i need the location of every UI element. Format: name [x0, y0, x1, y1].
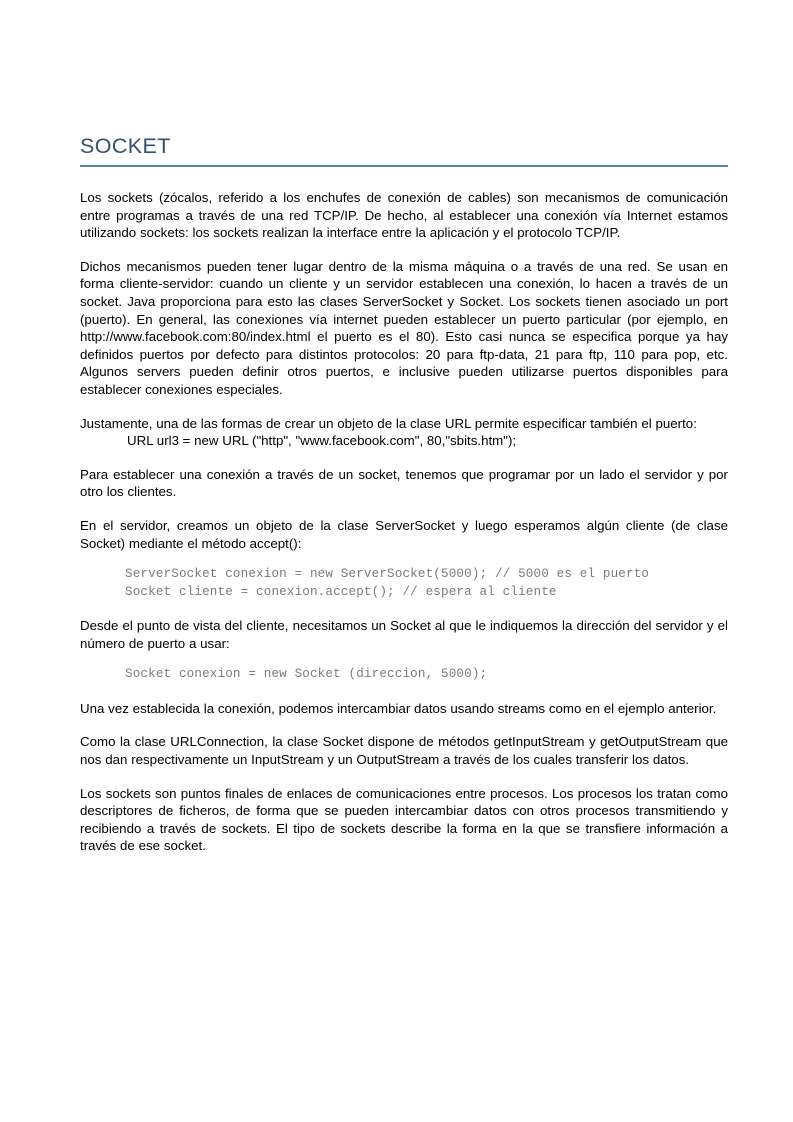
document-content — [80, 134, 728, 871]
code-line-serversocket-create: ServerSocket conexion = new ServerSocket(5000); // 5000 es el puerto — [125, 567, 650, 582]
paragraph-url-class-intro: Justamente, una de las formas de crear un objeto de la clase URL permite especificar también el puerto: — [80, 415, 697, 431]
paragraph-client-socket-intro: Desde el punto de vista del cliente, necesitamos un Socket al que le indiquemos la dirección del servidor y el número de puerto a usar: — [80, 618, 728, 651]
paragraph-streams-exchange: Una vez establecida la conexión, podemos intercambiar datos usando streams como en el ejemplo anterior. — [80, 700, 717, 716]
title-divider — [80, 165, 728, 167]
paragraph-sockets-endpoints: Los sockets son puntos finales de enlaces de comunicaciones entre procesos. Los procesos los tratan como descriptores de ficheros, de forma que se pueden intercambiar datos con otros procesos transmitiendo y recibiendo a través de sockets. El tipo de sockets describe la forma en la que se transfiere información a través de ese socket. — [80, 785, 728, 854]
paragraph-intro-sockets: Los sockets (zócalos, referido a los enchufes de conexión de cables) son mecanismos de comunicación entre programas a través de una red TCP/IP. De hecho, al establecer una conexión vía Internet estamos utilizando sockets: los sockets realizan la interface entre la aplicación y el protocolo TCP/IP. — [80, 190, 728, 241]
page-title: SOCKET — [80, 134, 171, 158]
paragraph-server-client-programming: Para establecer una conexión a través de un socket, tenemos que programar por un lado el servidor y por otro los clientes. — [80, 466, 728, 500]
code-block-serversocket — [80, 566, 728, 601]
code-line-socket-connect: Socket conexion = new Socket (direccion, 5000); — [125, 667, 488, 682]
paragraph-server-accept-intro: En el servidor, creamos un objeto de la clase ServerSocket y luego esperamos algún cliente (de clase Socket) mediante el método accept(): — [80, 517, 728, 551]
url-example-code-line: URL url3 = new URL ("http", "www.facebook.com", 80,"sbits.htm"); — [127, 433, 517, 449]
code-line-socket-accept: Socket cliente = conexion.accept(); // espera al cliente — [125, 584, 557, 599]
paragraph-client-server-ports: Dichos mecanismos pueden tener lugar dentro de la misma máquina o a través de una red. Se usan en forma cliente-servidor: cuando un cliente y un servidor establecen una conexión, lo hacen a través de un socket. Java proporciona para esto las clases ServerSocket y Socket. Los sockets tienen asociado un port (puerto). En general, las conexiones vía internet pueden establecer un puerto particular (por ejemplo, en http://www.facebook.com:80/index.html el puerto es el 80). Esto casi nunca se especifica porque ya hay definidos puertos por defecto para distintos protocolos: 20 para ftp-data, 21 para ftp, 110 para pop, etc. Algunos servers pueden definir otros puertos, e inclusive pueden utilizarse puertos disponibles para establecer conexiones especiales. — [80, 258, 728, 398]
paragraph-input-output-stream-methods: Como la clase URLConnection, la clase Socket dispone de métodos getInputStream y getOutputStream que nos dan respectivamente un InputStream y un OutputStream a través de los cuales transferir los datos. — [80, 734, 728, 768]
code-block-client-socket — [80, 666, 728, 684]
